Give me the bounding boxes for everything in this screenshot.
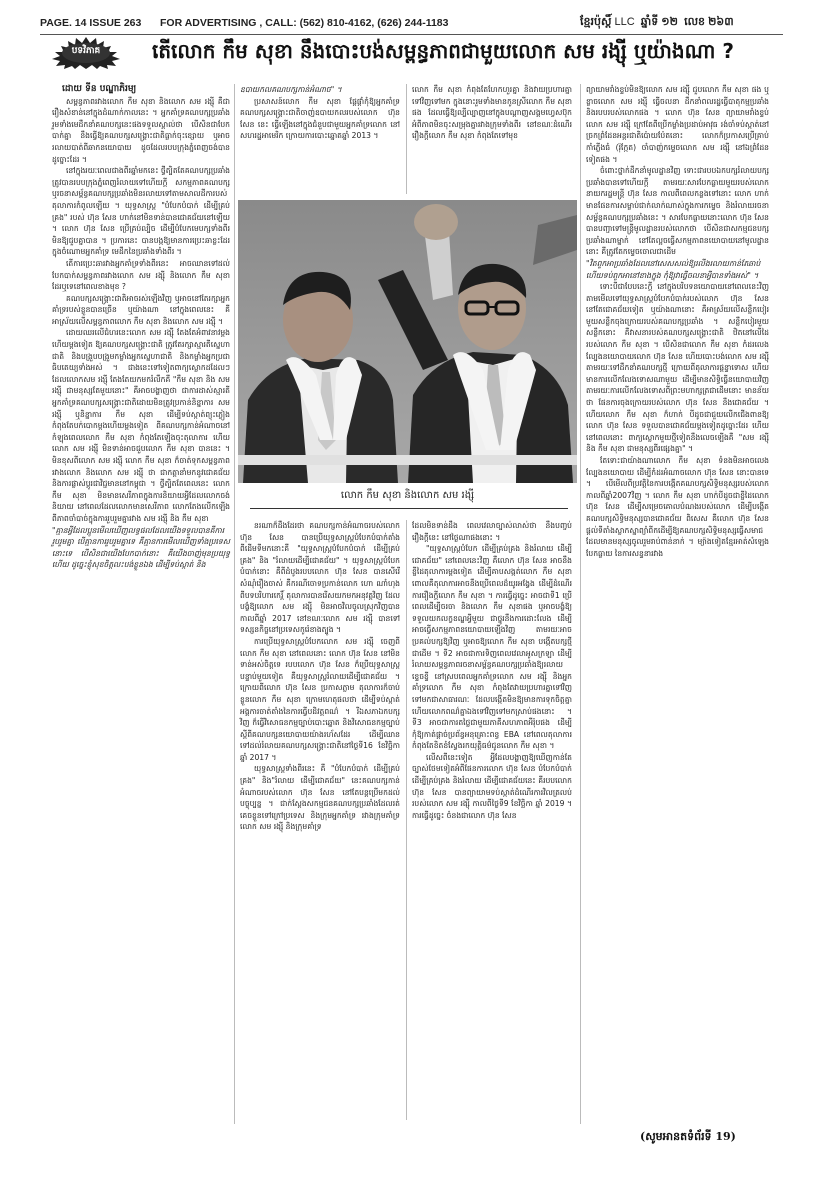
section-badge-label: បទវិភាគ xyxy=(71,46,101,56)
page-issue-label: PAGE. 14 ISSUE 263 xyxy=(40,17,142,29)
photo-image xyxy=(238,200,577,483)
publication-name: ខ្មែរប៉ុស្តិ៍ xyxy=(580,16,612,28)
paragraph: ព្យាយាមរាំងខ្ទប់មិនឱ្យលោក សម រង្ស៊ី ជួបលោក កឹម សុខា ផង ឬខ្លាចលោក សម រង្ស៊ី ធ្វើចលនា ដឹកនាំពលរដ្ឋធ្វើបាតុកម្មប្រឆាំង និងរបបរបស់លោកផង ។ លោក ហ៊ុន សែន ព្យាយាមរាំងខ្ទប់លោក សម រង្ស៊ី ក្រៅតែពីប្រើកម្លាំងប្រដាប់អាវុធ រង់ចាំទប់ស្កាត់នៅច្រកព្រំដែនអន្តរជាតិប៉ោយប៉ែតនោះ លោកក៏ប្រកាសប្រើគ្រាប់កាំភ្លើងធំ (រ៉ុក្កែត) ចាំបាញ់កម្ទេចលោក សម រង្ស៊ី នៅឯព្រំដែនទៀតផង ។ xyxy=(586,85,769,164)
paragraph: គណបក្សសង្គ្រោះជាតិអាចរស់ឡើងវិញ ឬអាចនៅតែរក្សាអ្នកគាំទ្ររបស់ខ្លួនបានច្រើន ឬយ៉ាងណា នៅក្នុងពេលនេះ គឺអាស្រ័យលើសម្ពន្ធភាពលោក កឹម សុខា និងលោក សម រង្ស៊ី ។ xyxy=(52,293,230,326)
paragraph: សម្ពន្ធភាពរវាងលោក កឹម សុខា និងលោក សម រង្ស៊ី គឺជារឿងសំខាន់នៅក្នុងដំណាក់កាលនេះ ។ អ្នកគាំទ្រគណបក្សប្រឆាំង រួមទាំងមេដឹកនាំគណបក្សនេះផងទទួលស្គាល់ថា បើសិនជាបែកបាក់គ្នា នឹងធ្វើឱ្យគណបក្សសង្គ្រោះជាតិធ្លាក់ចុះខ្សោយ ឬអាចរលាយបាត់ពីឆាកនយោបាយ ដូចដែលរបបក្រុងភ្នំពេញចង់បានដូច្នោះដែរ ។ xyxy=(52,96,230,164)
paragraph: ដោយឈរលើជំហរនេះលោក សម រង្ស៊ី តែងតែអំពាវនាវម្តងហើយម្តងទៀត ឱ្យគណបក្សសង្គ្រោះជាតិ ត្រូវតែរក្សាស្មារតីស្នេហាជាតិ និងបង្រួបបង្រួមកម្លាំងអ្នកស្នេហាជាតិ និងកម្លាំងអ្នកប្រជាធិបតេយ្យទាំងអស់ ។ ជាងនេះទៅទៀតពាក្យស្លោកដដែលៗ ដែលលោកសម រង្ស៊ី តែងតែយកមករំលឹកគឺ "កឹម សុខា និង សម រង្ស៊ី ជាមនុស្សតែមួយនោះ" គឺអាចបង្ហាញថា ជាការដាស់ស្មារតីអ្នកគាំទ្រគណបក្សសង្គ្រោះជាតិដោយមិនត្រូវប្រកាន់និន្នាការ សម រង្ស៊ី ឬនិន្នាការ កឹម សុខា ដើម្បីទប់ស្កាត់ព្យុះភ្លៀងកំពុងតែបក់បោកម្តងហើយម្តងទៀត ពីគណបក្សកាន់អំណាចនៅកំឡុងពេលលោក កឹម សុខា កំពុងតែឡើងចុះតុលាការ ហើយលោក សម រង្ស៊ី មិនទាន់អាចជួបលោក កឹម សុខា បាននេះ ។ មិនខុសពីលោក សម រង្ស៊ី លោក កឹម សុខា ក៏ចាត់ទុកសម្ពន្ធភាពរវាងលោក និងលោក សម រង្ស៊ី ថា ជាកត្តានាំមកនូវជោគជ័យ និងការផ្លាស់ប្តូរជាវិជ្ជមាននៅកម្ពុជា ។ ថ្វីត្បិតតែពេលនេះ លោក កឹម សុខា មិនមានសេរីភាពក្នុងការនិយាយអ្វីដែលលោកចង់និយាយ នៅពេលដែលលោកមានសេរីភាព លោកតែងលើកឡើងពីភាពចាំបាច់ក្នុងការរួបរួមគ្នារវាង សម រង្ស៊ី និង កឹម សុខា xyxy=(52,328,230,523)
paragraph: នៅក្នុងរយៈពេលជាងពីរឆ្នាំមកនេះ ថ្វីត្បិតតែគណបក្សប្រឆាំងត្រូវបានរបបក្រុងភ្នំពេញរំលាយទៅហើយក្តី សកម្មភាពគណបក្ស ឬរចនាសម្ព័ន្ធគណបក្សប្រឆាំងមិនរលាយទៅតាមសាលដីការបស់តុលាការកំពូលឡើយ ។ យុទ្ធសាស្ត្រ "បំបែកបំបាក់ ដើម្បីគ្រប់គ្រង" របស់ ហ៊ុន សែន ហាក់នៅមិនទាន់បានជោគជ័យនៅឡើយ ។ លោក ហ៊ុន សែន ប្រើគ្រប់ល្បិច ដើម្បីបំបែកមេបក្សទាំងពីរមិនឱ្យជួបគ្នាបាន ។ ប្រការនេះ បានបង្កឱ្យមានការប្រេះឆាខ្លះដែរ ក្នុងចំណោមអ្នកគាំទ្រ មេដឹកនៃប្រឆាំងទាំងពីរ ។ xyxy=(52,166,230,257)
article-column-2-top-right xyxy=(412,84,572,142)
article-column-1 xyxy=(52,84,230,571)
paragraph: តើការប្រេះឆារវាងអ្នកគាំទ្រទាំងពីរនេះ អាចឈានទៅដល់បែកបាក់សម្ពន្ធភាពរវាងលោក សម រង្ស៊ី និងលោក កឹម សុខា ដែរឬទេនៅពេលខាងមុខ ? xyxy=(52,258,230,292)
article-column-2-top-left xyxy=(240,84,400,142)
paragraph: យុទ្ធសាស្ត្រទាំងពីរនេះ គឺ "បំបែកបំបាក់ ដើម្បីគ្រប់គ្រង" និង"រំលាយ ដើម្បីជោគជ័យ" នេះគណបក្សកាន់អំណាចរបស់លោក ហ៊ុន សែន នៅតែបន្តប្រើមកដល់បច្ចុប្បន្ន ។ ជាក់ស្តែងសកម្មជនគណបក្សប្រឆាំងដែលរត់គេចខ្លួនទៅក្រៅប្រទេស និងក្រុមអ្នកគាំទ្រ រវាងក្រុមគាំទ្រលោក សម រង្ស៊ី និងក្រុមគាំទ្រ xyxy=(240,764,400,832)
column-divider xyxy=(406,520,407,1120)
article-column-2-bottom-right xyxy=(412,520,572,821)
article-column-2-bottom-left xyxy=(240,520,400,833)
section-badge xyxy=(50,37,122,69)
paragraph: ប្រសាសន៍លោក កឹម សុខា ផ្តែផ្តាំកុំឱ្យអ្នកគាំទ្រគណបក្សសង្គ្រោះជាតិចាញ់ឧបាយកលរបស់លោក ហ៊ុន សែន នេះ ធ្វើឡើងនៅក្នុងជំនួបជាមួយអ្នកគាំទ្រលោក នៅសហរដ្ឋអាមេរិក ក្រោយការបោះឆ្នោតឆ្នាំ 2013 ។ xyxy=(240,96,400,141)
column-divider xyxy=(406,84,407,194)
byline: ដោយ ទីន បណ្ឌាភិរម្យ xyxy=(62,84,137,94)
page-header xyxy=(40,12,785,34)
issue-number: លេខ ២៦៣ xyxy=(684,16,734,28)
headline-row xyxy=(40,36,783,70)
paragraph: ការប្រើយុទ្ធសាស្ត្របំបែកលោក សម រង្ស៊ី ចេញពីលោក កឹម សុខា នៅពេលនោះ លោក ហ៊ុន សែន នៅមិនទាន់អស់ចិត្តទេ របបលោក ហ៊ុន សែន ក៏ប្រើយុទ្ធសាស្ត្របន្ទាប់មួយទៀត គឺយុទ្ធសាស្ត្ររំលាយដើម្បីជោគជ័យ ។ ក្រោយពីលោក ហ៊ុន សែន ប្រកាសភ្លាម តុលាការក៏ចាប់ខ្លួនលោក កឹម សុខា ក្រោមហេតុផលថា ដើម្បីទប់ស្កាត់អង្គការចាត់តាំងនៃការធ្វើបដិវត្តពណ៌ ។ រីឯសភាឯកបក្សវិញ ក៏ធ្វើវិសោធនកម្មច្បាប់បោះឆ្នោត និងវិសោធនកម្មច្បាប់ ស្តីពីគណបក្សនយោបាយយ៉ាងរហ័សដែរ ដើម្បីឈានទៅដល់រំលាយគណបក្សសង្គ្រោះជាតិនៅថ្ងៃទី16 ខែវិច្ឆិកា ឆ្នាំ 2017 ។ xyxy=(240,636,400,762)
caption-divider xyxy=(250,508,568,509)
paragraph: ដែលមិនទាន់ដឹង ពេលវេលាច្បាស់លាស់ថា នឹងបញ្ចប់រឿងក្តីនេះ នៅថ្ងៃណាផងនោះ ។ xyxy=(412,521,572,542)
advertising-contact: FOR ADVERTISING , CALL: (562) 810-4162, (626) 244-1183 xyxy=(160,17,449,29)
paragraph: តែទោះជាយ៉ាងណាលោក កឹម សុខា ទំនងមិនអាចលេងល្បែងនយោបាយ ដើម្បីកំដរអំណាចលោក ហ៊ុន សែន នោះបានទេ ។ បើមើលពីប្រវត្តិនៃការបង្កើតគណបក្សសិទ្ធិមនុស្សរបស់លោក កាលពីឆ្នាំ2007វិញ ។ លោក កឹម សុខា ហាក់បីដូចជាខ្ចីដៃលោក ហ៊ុន សែន ដើម្បីសម្រេចគោលបំណងរបស់លោក ដើម្បីបង្កើតគណបក្សសិទ្ធិមនុស្សបានជោគជ័យ ពិសេស គឺលោក ហ៊ុន សែន ផ្តល់ទីតាំងស្លាកស្នាព្យាំពីកដើម្បីឱ្យគណបក្សសិទ្ធិមនុស្សធ្វើសមាជ ដែលមានមនុស្សចូលរួមរាប់ពាន់នាក់ ។ ម្យ៉ាងទៀតខ្មែរអាត់សំឡេងបែកធ្លាយ នៃការសន្ទនារវាង xyxy=(586,456,769,558)
quote-paragraph: "វិតពួកអាប្រឆាំងដែលនៅសេសសល់ឱ្យរលីងរលាយកាន់តែឆាប់ ហើយទប់ពួកអានៅខាងក្នុង កុំឱ្យវាធ្វើចលនាអ្វីបានទាំងអស់" ។ xyxy=(586,258,761,280)
quote-continuation: ឧបាយកលគណបក្សកាន់អំណាច" ។ xyxy=(240,85,342,94)
paragraph: ចំពោះថ្នាក់ដឹកនាំមូលដ្ឋានវិញ ទោះជារបបឯកបក្សរំលាយបក្សប្រឆាំងបានទៅហើយក្តី តាមរយៈសារបែកធ្លាយមួយរបស់លោកនាយករដ្ឋមន្ត្រី ហ៊ុន សែន កាលពីពេលកន្លងទៅនោះ លោក ហាក់មានផែនការសម្លាប់ជាក់លាក់ណាស់ក្នុងការកម្ទេច និងរំលាយរចនាសម្ព័ន្ធគណបក្សប្រឆាំងនេះ ។ សារបែកធ្លាយនោះលោក ហ៊ុន សែន បានបញ្ជាទៅមន្ត្រីមូលដ្ឋានរបស់លោកថា បើសិនជាសកម្មជនបក្សប្រឆាំងណាម្នាក់ នៅតែល្អចធ្វើសកម្មភាពនយោបាយនៅមូលដ្ឋាននោះ គឺត្រូវតែកម្ទេចចោលជាដើម xyxy=(586,166,769,257)
article-photo xyxy=(238,200,577,483)
continued-on-page-link[interactable]: (សូមអានតទំព័រទី 19) xyxy=(640,1130,736,1143)
publication-suffix: LLC xyxy=(614,16,635,28)
column-divider xyxy=(234,84,235,1124)
year-label: ឆ្នាំទី ១២ xyxy=(640,16,678,28)
headline: តើលោក កឹម សុខា នឹងបោះបង់សម្ពន្ធភាពជាមួយលោក សម រង្ស៊ី ឬយ៉ាងណា ? xyxy=(152,39,734,63)
paragraph: "យុទ្ធសាស្ត្របំបែក ដើម្បីគ្រប់គ្រង និងរំលាយ ដើម្បីជោគជ័យ" នៅពេលនេះវិញ គឺលោក ហ៊ុន សែន អាចនឹងខ្ចីដៃតុលាការម្តងទៀត ដើម្បីគាបសង្កត់លោក កឹម សុខា ពោលគឺតុលាការអាចនឹងប្រើពេលដ៏យូរអង្វែង ដើម្បីដំណើរការរឿងក្តីលោក កឹម សុខា ។ ការធ្វើដូច្នេះ អាចជាទី1 ប្រើពេលដើម្បីចរចា និងលោក កឹម សុខាផង ឬអាចបង្ខំឱ្យទទួលយកលក្ខខណ្ឌអ្វីមួយ ជាថ្នូរនឹងការដោះលែង ដើម្បីអាចធ្វើសកម្មភាពនយោបាយឡើងវិញ តាមរយៈអាចប្រគល់បក្សឱ្យវិញ ឬអាចឱ្យលោក កឹម សុខា បង្កើតបក្សថ្មីជាដើម ។ ទី2 អាចជាការទិញពេលវេលាអូសក្រឡា ដើម្បីរំលាយសម្ពន្ធភាពរចនាសម្ព័ន្ធគណបក្សប្រឆាំងឱ្យរលាយខ្ទេចខ្ទី នៅស្របពេលអ្នកគាំទ្រលោក សម រង្ស៊ី និងអ្នកគាំទ្រលោក កឹម សុខា កំពុងតែវាយប្រហារគ្នាទៅវិញទៅមកជាសាធារណៈ ដែលបង្កើតមិនឱ្យមានការទុកចិត្តគ្នា ហើយលោកពណ៌គ្នាឯងទៅវិញទៅមកស្រាប់ផងនោះ ។ ទី3 អាចជាការតថ្លៃជាមួយភាគីសហភាពអឺរ៉ុបផង ដើម្បីកុំឱ្យកាត់ផ្តាច់ប្រព័ន្ធអនុគ្រោះពន្ធ EBA នៅពេលតុលាការកំពុងតែខិតខំស្វែងរកយុត្តិធម៌ជូនលោក កឹម សុខា ។ xyxy=(412,544,572,751)
publication-info xyxy=(580,15,734,31)
paragraph: ទោះបីជាបែបនេះក្តី នៅក្នុងបរិបទនយោបាយនៅពេលនេះវិញ តាមមើលទៅយុទ្ធសាស្ត្របំបែកបំបាក់របស់លោក ហ៊ុន សែន នៅតែជោគជ័យទៀត ឬយ៉ាងណានោះ គឺអាស្រ័យលើសន្លឹកបៀរមួយសន្លឹកចុងក្រោយរបស់គណបក្សប្រឆាំង ។ សន្លឹកបៀរមួយសន្លឹកនោះ គឺវាសនារបស់គណបក្សសង្គ្រោះជាតិ ឋិតនៅលើដៃរបស់លោក កឹម សុខា ។ បើសិនជាលោក កឹម សុខា កំដរលេងល្បែងនយោបាយលោក ហ៊ុន សែន ហើយបោះបង់លោក សម រង្ស៊ី តាមរយៈទៅដឹកនាំគណបក្សថ្មី ក្រោយពីតុលាការផ្តន្ទាទោស ហើយមានការលើកលែងទោសណាមួយ ដើម្បីមានសិទ្ធិធ្វើនយោបាយវិញ តាមរយៈការលើកលែងទោសពីព្រះមហាក្សត្រជាដើមនោះ មានន័យ ថា ផែនការចុងក្រោយរបស់លោក ហ៊ុន សែន នឹងជោគជ័យ ។ ហើយលោក កឹម សុខា ក៏ហាក់ បីដូចជាជួយលើកជើងពានឱ្យលោក ហ៊ុន សែន ទទួលបានជោគជ័យម្តងទៀតដូច្នោះដែរ ហើយនៅពេលនោះ ពាក្យស្លោកមួយថ្មីទៀតនឹងលេចឡើងគឺ "សម រង្ស៊ី និង កឹម សុខា ជាមនុស្សពីរផ្សេងគ្នា" ។ xyxy=(586,282,769,454)
photo-caption: លោក កឹម សុខា និងលោក សម រង្ស៊ី xyxy=(340,490,475,501)
header-divider xyxy=(40,34,783,35)
paragraph: នរណាក៏ដឹងដែរថា គណបក្សកាន់អំណាចរបស់លោក ហ៊ុន សែន បានប្រើយុទ្ធសាស្ត្របំបែកបំបាក់តាំងពីដើមទីមកនោះគឺ "យុទ្ធសាស្ត្របំបែកបំបាក់ ដើម្បីគ្រប់គ្រង" និង "រំលាយដើម្បីជោគជ័យ" ។ យុទ្ធសាស្ត្របំបែកបំបាក់នោះ គឺពីដំបូងរបបលោក ហ៊ុន សែន បានសើរើសំណុំរឿងចាស់ គឺករណីចោទប្រកាន់លោក ហោ ណាំហុង ពីបទបរិហារកេរ្តិ៍ តុលាការបានរើសយកមកអនុវត្តវិញ ដែលបង្ខំឱ្យលោក សម រង្ស៊ី មិនអាចវិលចូលស្រុកវិញបានកាលពីឆ្នាំ 2017 នៅខណៈលោក សម រង្ស៊ី បានទៅទស្សនកិច្ចនៅប្រទេសកូរ៉េខាងត្បូង ។ xyxy=(240,521,400,635)
paragraph: លើសពីនេះទៀត អ្វីដែលបង្ហាញឱ្យឃើញកាន់តែច្បាស់ថែមទៀតអំពីផែនការលោក ហ៊ុន សែន បំបែកបំបាក់ ដើម្បីគ្រប់គ្រង និងរំលាយ ដើម្បីជោគជ័យនេះ គឺរបបលោក ហ៊ុន សែន បានព្យាយាមទប់ស្កាត់ដំណើរការវិលត្រលប់របស់លោក សម រង្ស៊ី កាលពីថ្ងៃទី9 ខែវិច្ឆិកា ឆ្នាំ 2019 ។ ការធ្វើដូច្នេះ ចំនងជាលោក ហ៊ុន សែន xyxy=(412,752,572,820)
article-column-3 xyxy=(586,84,769,559)
paragraph: លោក កឹម សុខា កំពុងតែហែកហួរគ្នា និងវាយប្រហារគ្នាទៅវិញទៅមក ក្នុងនោះរួមទាំងមានកូនស្រីលោក កឹម សុខា ផង ដែលធ្វើឱ្យល្បីល្បាញនៅក្នុងបណ្តាញសង្គមហ្វេសប៊ុកអំពីភាពមិនចុះសម្រុងគ្នារវាងក្រុមទាំងពីរ នៅខណៈដំណើររឿងក្តីលោក កឹម សុខា កំពុងតែទៅមុខ xyxy=(412,85,572,141)
column-divider xyxy=(580,84,581,1124)
quote-paragraph: "គ្មានអ្វីដែលប្អូនមើលឃើញលទ្ធផលដែលយើងទទួលបានគឺការរួបរួមគ្នា បើគ្មានការរួបរួមគ្នាទេ គឺគ្មានការមើលឃើញទាំងប្រទេសនោះទេ បើសិនជាយើងបែកបាក់នោះ គឺយើងចាញ់មុនប្រយុទ្ធហើយ ដូច្នេះខ្ញុំសុខចិត្តលះបង់ខ្លួនឯង ដើម្បីទប់ស្កាត់ និង xyxy=(52,525,230,570)
